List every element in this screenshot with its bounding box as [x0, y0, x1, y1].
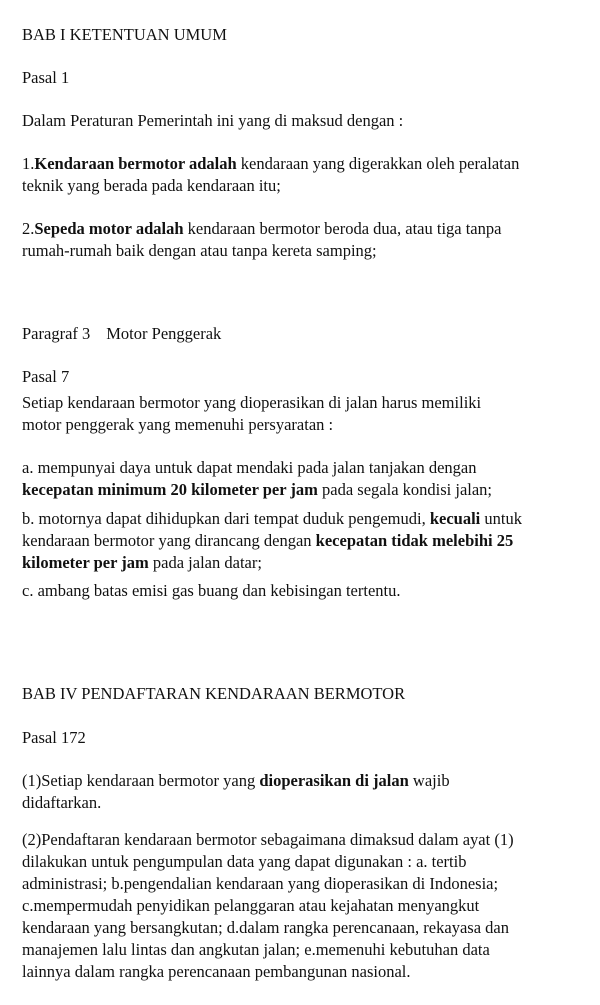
- definition-text: kendaraan bermotor beroda dua, atau tiga tanpa: [183, 219, 502, 238]
- clause-2-l7: lainnya dalam rangka perencanaan pembangunan nasional.: [22, 962, 411, 981]
- requirement-text: kendaraan bermotor yang dirancang dengan: [22, 531, 316, 550]
- paragraph-heading: [22, 323, 221, 345]
- clause-2-l6: manajemen lalu lintas dan angkutan jalan; e.memenuhi kebutuhan data: [22, 940, 490, 959]
- emphasis: kecepatan minimum 20 kilometer per jam: [22, 480, 318, 499]
- chapter-heading: BAB I KETENTUAN UMUM: [22, 25, 227, 44]
- item-number: 1.: [22, 154, 35, 173]
- clause-2-l1: (2)Pendaftaran kendaraan bermotor sebagaimana dimaksud dalam ayat (1): [22, 830, 514, 849]
- clause-2-l3: administrasi; b.pengendalian kendaraan yang dioperasikan di Indonesia;: [22, 874, 499, 893]
- emphasis: kecepatan tidak melebihi 25: [315, 531, 514, 550]
- requirement-text: untuk: [480, 509, 522, 528]
- clause-2-l2: dilakukan untuk pengumpulan data yang dapat digunakan : a. tertib: [22, 852, 467, 871]
- clause-2-l5: kendaraan yang bersangkutan; d.dalam rangka perencanaan, rekayasa dan: [22, 918, 509, 937]
- clause-text: (1)Setiap kendaraan bermotor yang: [22, 771, 260, 790]
- requirement-b-l3: [22, 552, 262, 574]
- requirement-text: b. motornya dapat dihidupkan dari tempat duduk pengemudi,: [22, 509, 430, 528]
- emphasis: kilometer per jam: [22, 553, 149, 572]
- requirement-text: pada segala kondisi jalan;: [317, 480, 493, 499]
- requirement-a-l1: a. mempunyai daya untuk dapat mendaki pada jalan tanjakan dengan: [22, 458, 477, 477]
- requirement-c: c. ambang batas emisi gas buang dan kebisingan tertentu.: [22, 581, 401, 600]
- requirement-text: pada jalan datar;: [148, 553, 262, 572]
- definition-item-2: [22, 218, 501, 240]
- requirement-b-l2: [22, 530, 513, 552]
- intro-text: Dalam Peraturan Pemerintah ini yang di maksud dengan :: [22, 111, 404, 130]
- definition-item-1: [22, 153, 519, 175]
- defined-term: Sepeda motor adalah: [34, 219, 184, 238]
- requirement-a-l2: [22, 479, 492, 501]
- article-intro-l2: motor penggerak yang memenuhi persyaratan :: [22, 415, 334, 434]
- article-label: Pasal 7: [22, 367, 70, 386]
- clause-1-l1: [22, 770, 450, 792]
- defined-term: Kendaraan bermotor adalah: [34, 154, 237, 173]
- clause-1-l2: didaftarkan.: [22, 793, 102, 812]
- clause-text: wajib: [408, 771, 450, 790]
- emphasis: kecuali: [429, 509, 481, 528]
- clause-2-l4: c.mempermudah penyidikan pelanggaran atau kejahatan menyangkut: [22, 896, 480, 915]
- paragraph-number: Paragraf 3: [22, 324, 91, 343]
- paragraph-title: Motor Penggerak: [106, 324, 222, 343]
- article-label: Pasal 172: [22, 728, 86, 747]
- definition-text: kendaraan yang digerakkan oleh peralatan: [236, 154, 520, 173]
- article-label: Pasal 1: [22, 68, 70, 87]
- emphasis: dioperasikan di jalan: [259, 771, 409, 790]
- chapter-heading: BAB IV PENDAFTARAN KENDARAAN BERMOTOR: [22, 684, 406, 703]
- requirement-b-l1: [22, 508, 522, 530]
- item-number: 2.: [22, 219, 35, 238]
- definition-item-2-cont: rumah-rumah baik dengan atau tanpa kereta samping;: [22, 241, 377, 260]
- definition-item-1-cont: teknik yang berada pada kendaraan itu;: [22, 176, 281, 195]
- article-intro-l1: Setiap kendaraan bermotor yang dioperasikan di jalan harus memiliki: [22, 393, 482, 412]
